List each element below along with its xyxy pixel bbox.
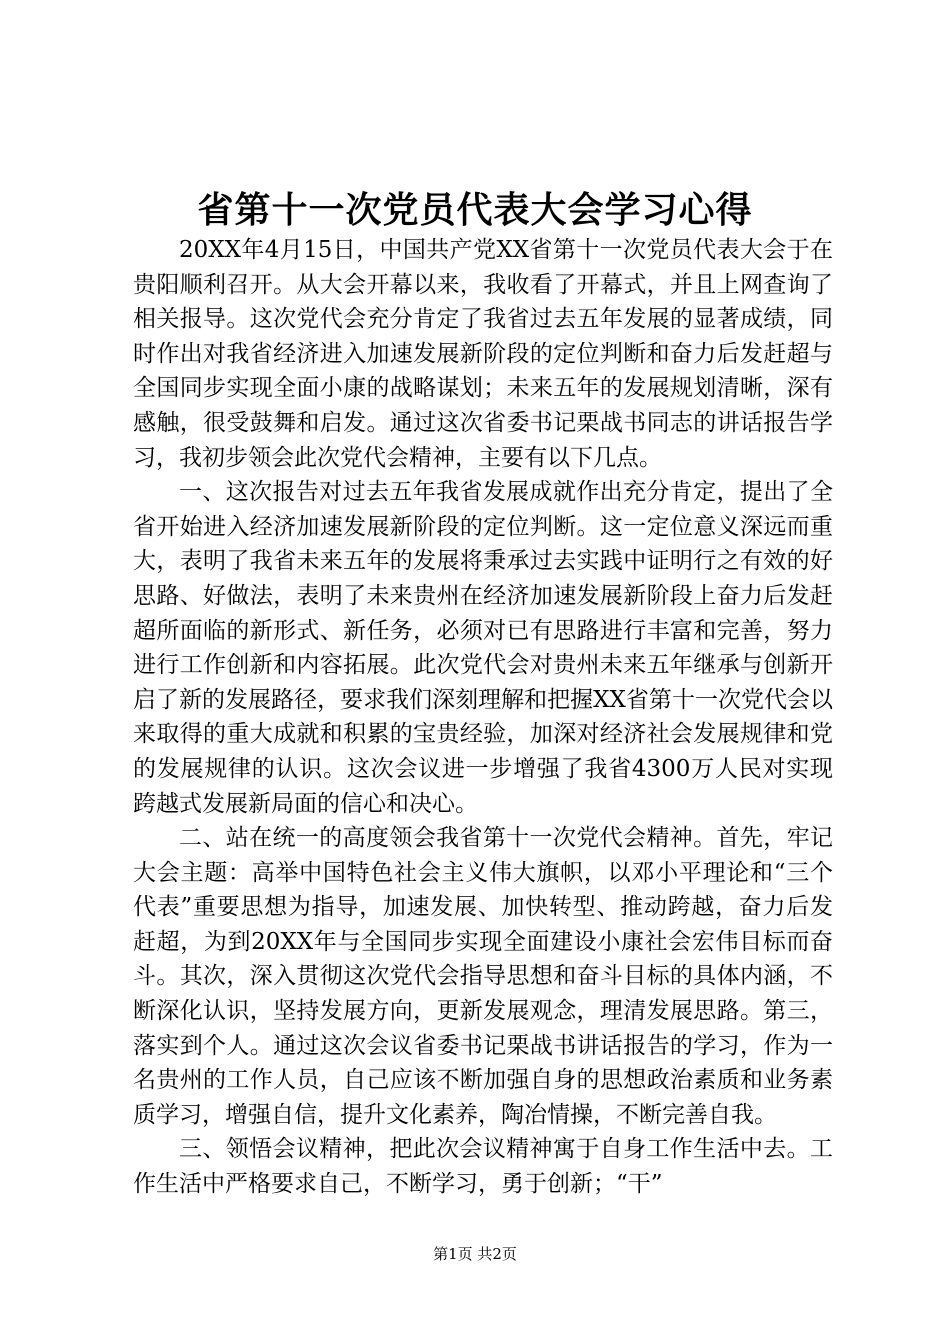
paragraph-section-three: 三、领悟会议精神，把此次会议精神寓于自身工作生活中去。工作生活中严格要求自己，不断学习，勇于创新；“干” [133,1136,833,1198]
paragraph-section-one: 一、这次报告对过去五年我省发展成就作出充分肯定，提出了全省开始进入经济加速发展新阶段的定位判断。这一定位意义深远而重大，表明了我省未来五年的发展将秉承过去实践中证明行之有效的好思路、好做法，表明了未来贵州在经济加速发展新阶段上奋力后发赶超所面临的新形式、新任务，必须对已有思路进行丰富和完善，努力进行工作创新和内容拓展。此次党代会对贵州未来五年继承与创新开启了新的发展路径，要求我们深刻理解和把握XX省第十一次党代会以来取得的重大成就和积累的宝贵经验，加深对经济社会发展规律和党的发展规律的认识。这次会议进一步增强了我省4300万人民对实现跨越式发展新局面的信心和决心。 [133,479,833,817]
page-number-footer: 第1页 共2页 [433,1245,517,1263]
document-title: 省第十一次党员代表大会学习心得 [197,189,753,231]
paragraph-intro: 20XX年4月15日，中国共产党XX省第十一次党员代表大会于在贵阳顺利召开。从大会开幕以来，我收看了开幕式，并且上网查询了相关报导。这次党代会充分肯定了我省过去五年发展的显著成绩，同时作出对我省经济进入加速发展新阶段的定位判断和奋力后发赶超与全国同步实现全面小康的战略谋划；未来五年的发展规划清晰，深有感触，很受鼓舞和启发。通过这次省委书记栗战书同志的讲话报告学习，我初步领会此次党代会精神，主要有以下几点。 [133,237,833,471]
document-body [133,233,833,1202]
paragraph-section-two: 二、站在统一的高度领会我省第十一次党代会精神。首先，牢记大会主题：高举中国特色社会主义伟大旗帜，以邓小平理论和“三个代表”重要思想为指导，加速发展、加快转型、推动跨越，奋力后发赶超，为到20XX年与全国同步实现全面建设小康社会宏伟目标而奋斗。其次，深入贯彻这次党代会指导思想和奋斗目标的具体内涵，不断深化认识，坚持发展方向，更新发展观念，理清发展思路。第三，落实到个人。通过这次会议省委书记栗战书讲话报告的学习，作为一名贵州的工作人员，自己应该不断加强自身的思想政治素质和业务素质学习，增强自信，提升文化素养，陶冶情操，不断完善自我。 [133,825,833,1128]
